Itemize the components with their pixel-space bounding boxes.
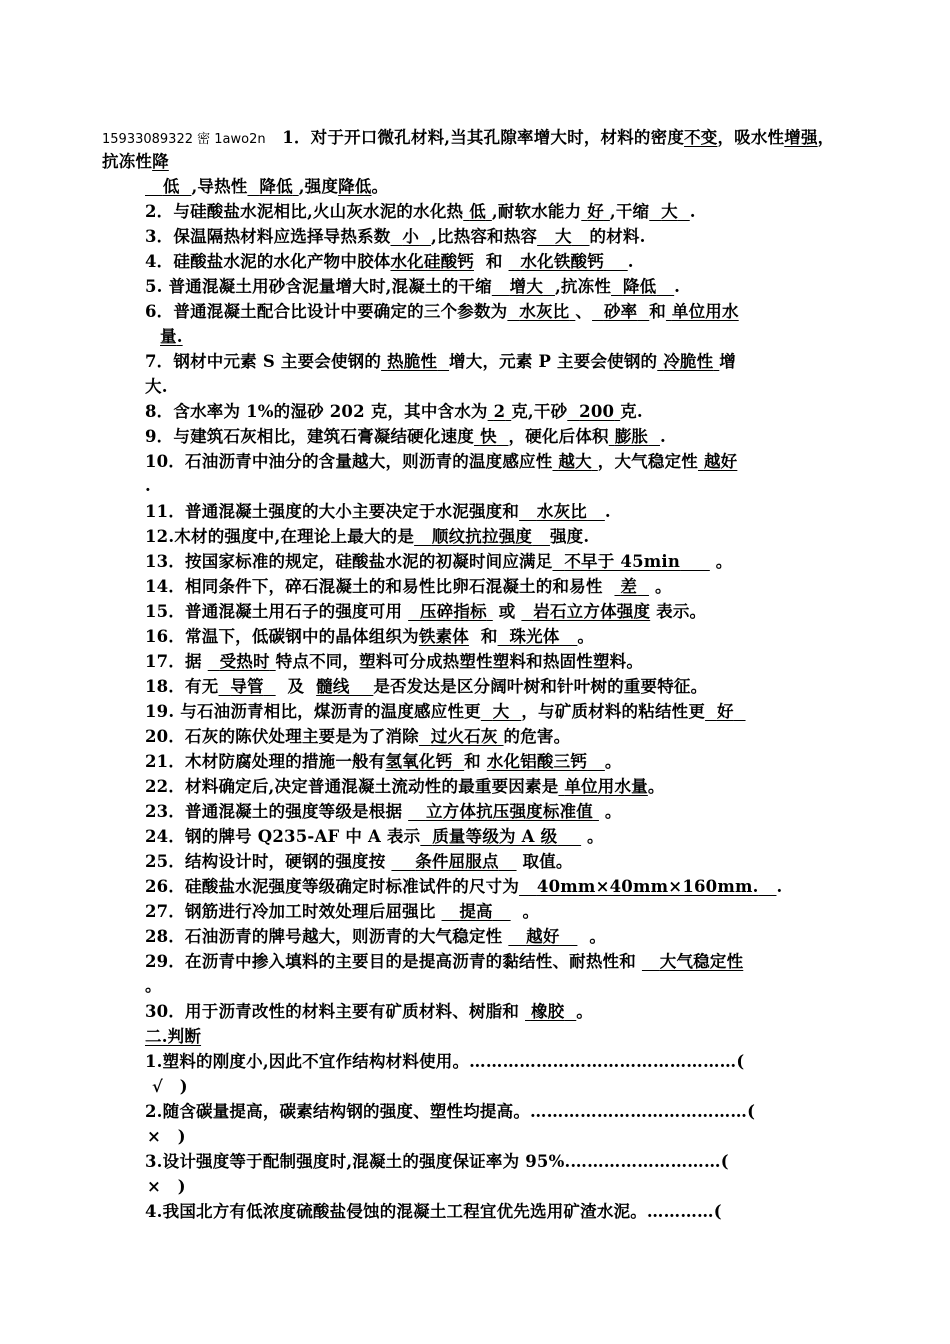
question-text: 6．普通混凝土配合比设计中要确定的三个参数为 xyxy=(145,302,508,321)
question-5 xyxy=(145,275,825,299)
judge-4-line1 xyxy=(145,1200,825,1224)
question-text: 大. xyxy=(145,377,168,396)
question-text: ,比热容和热容 xyxy=(430,227,538,246)
answer-blank: 量. xyxy=(160,327,183,346)
question-text: 19. 与石油沥青相比，煤沥青的温度感应性更 xyxy=(145,702,481,721)
question-text: 特点不同，塑料可分成热塑性塑料和热固性塑料。 xyxy=(275,652,644,671)
question-text: 是否发达是区分阔叶树和针叶树的重要特征。 xyxy=(373,677,708,696)
answer-blank: 低 xyxy=(469,202,486,221)
question-text: 和 xyxy=(480,627,498,646)
answer-blank: 200 xyxy=(579,402,615,421)
question-21 xyxy=(145,750,825,774)
question-8 xyxy=(145,400,825,424)
question-text: 。 xyxy=(604,752,622,771)
question-text: 16．常温下，低碳钢中的晶体组织为 xyxy=(145,627,419,646)
section-title: 二.判断 xyxy=(145,1027,202,1046)
question-text: . xyxy=(674,277,681,296)
question-24 xyxy=(145,825,825,849)
question-text: . xyxy=(659,427,666,446)
question-text: 抗冻性 xyxy=(102,152,153,171)
question-text: ，与矿质材料的粘结性更 xyxy=(521,702,706,721)
question-12 xyxy=(145,525,825,549)
answer-blank: 越好 xyxy=(703,452,738,471)
answer-blank: 水化铁酸钙 xyxy=(520,252,604,271)
question-text: 。 xyxy=(587,827,604,846)
question-text: 23．普通混凝土的强度等级是根据 xyxy=(145,802,403,821)
question-text: ,强度 xyxy=(298,177,339,196)
question-text: 13．按国家标准的规定，硅酸盐水泥的初凝时间应满足 xyxy=(145,552,553,571)
answer-blank: 2 xyxy=(493,402,506,421)
question-text: 、 xyxy=(575,302,593,321)
question-11 xyxy=(145,500,825,524)
answer-blank: 热脆性 xyxy=(387,352,438,371)
answer-blank: 单位用水 xyxy=(671,302,739,321)
answer-blank: 大 xyxy=(492,702,510,721)
question-text: . xyxy=(604,502,611,521)
answer-blank: 好 xyxy=(716,702,734,721)
question-text: 18．有无 xyxy=(145,677,219,696)
answer-blank: 水灰比 xyxy=(519,302,570,321)
question-text: 。 xyxy=(576,1002,593,1021)
answer-blank: 快 xyxy=(479,427,497,446)
question-13 xyxy=(145,550,825,574)
question-text: 或 xyxy=(498,602,516,621)
judge-text: 1.塑料的刚度小,因此不宜作结构材料使用。…………………………………………( xyxy=(145,1052,745,1071)
question-text: 14．相同条件下，碎石混凝土的和易性比卵石混凝土的和易性 xyxy=(145,577,603,596)
question-7-line1 xyxy=(145,350,825,374)
section-heading xyxy=(145,1025,825,1049)
question-30 xyxy=(145,1000,825,1024)
question-15 xyxy=(145,600,825,624)
question-text: 及 xyxy=(287,677,305,696)
question-text: 增 xyxy=(719,352,736,371)
question-text: 。 xyxy=(145,976,162,995)
question-1-line1 xyxy=(102,126,835,152)
question-text: . xyxy=(689,202,696,221)
answer-blank: 不变 xyxy=(684,128,718,147)
question-text: . xyxy=(627,252,634,271)
question-text: 21．木材防腐处理的措施一般有 xyxy=(145,752,386,771)
question-text: 8．含水率为 1%的湿砂 202 克，其中含水为 xyxy=(145,402,488,421)
judge-2-line2 xyxy=(147,1125,827,1149)
question-text: 1．对于开口微孔材料,当其孔隙率增大时，材料的密度 xyxy=(282,128,685,147)
question-text: 。 xyxy=(604,802,622,821)
question-10-line1 xyxy=(145,450,825,474)
answer-blank: 氢氧化钙 xyxy=(385,752,453,771)
answer-blank: 导管 xyxy=(230,677,264,696)
question-18 xyxy=(145,675,825,699)
judge-answer: √ ) xyxy=(152,1077,188,1096)
question-text: ，大气稳定性 xyxy=(597,452,698,471)
question-26 xyxy=(145,875,825,899)
answer-blank: 髓线 xyxy=(316,677,350,696)
question-text: 9．与建筑石灰相比，建筑石膏凝结硬化速度 xyxy=(145,427,474,446)
question-text: 。 xyxy=(589,927,607,946)
header-prefix: 15933089322 密 1awo2n xyxy=(102,132,266,147)
question-text: 。 xyxy=(715,552,733,571)
judge-text: 3.设计强度等于配制强度时,混凝土的强度保证率为 95%.………………………( xyxy=(145,1152,729,1171)
judge-2-line1 xyxy=(145,1100,825,1124)
question-text: 11．普通混凝土强度的大小主要决定于水泥强度和 xyxy=(145,502,520,521)
question-text: ,抗冻性 xyxy=(554,277,612,296)
question-16 xyxy=(145,625,825,649)
question-text: 和 xyxy=(485,252,503,271)
answer-blank: 提高 xyxy=(459,902,493,921)
question-text: . xyxy=(145,476,151,495)
question-text: 3．保温隔热材料应选择导热系数 xyxy=(145,227,391,246)
question-6-line2 xyxy=(160,325,840,349)
question-text: 25．结构设计时，硬钢的强度按 xyxy=(145,852,386,871)
question-text: 2．与硅酸盐水泥相比,火山灰水泥的水化热 xyxy=(145,202,464,221)
judge-text: 4.我国北方有低浓度硫酸盐侵蚀的混凝土工程宜优先选用矿渣水泥。…………( xyxy=(145,1202,722,1221)
question-text: 的危害。 xyxy=(503,727,571,746)
question-text: 7．钢材中元素 S 主要会使钢的 xyxy=(145,352,382,371)
question-14 xyxy=(145,575,825,599)
question-7-line2 xyxy=(145,375,825,399)
question-29-line1 xyxy=(145,950,825,974)
question-text: 。 xyxy=(522,902,540,921)
question-text: 克. xyxy=(620,402,643,421)
answer-blank: 大气稳定性 xyxy=(659,952,744,971)
question-28 xyxy=(145,925,825,949)
question-text: 10．石油沥青中油分的含量越大，则沥青的温度感应性 xyxy=(145,452,553,471)
answer-blank: 大 xyxy=(661,202,678,221)
answer-blank: 砂率 xyxy=(603,302,638,321)
question-9 xyxy=(145,425,825,449)
judge-answer: × ) xyxy=(147,1177,186,1196)
answer-blank: 珠光体 xyxy=(509,627,560,646)
question-text: 表示。 xyxy=(656,602,707,621)
question-text: 克,干砂 xyxy=(511,402,568,421)
answer-blank: 单位用水量 xyxy=(564,777,648,796)
question-text: 12.木材的强度中,在理论上最大的是 xyxy=(145,527,415,546)
question-text: 20．石灰的陈伏处理主要是为了消除 xyxy=(145,727,419,746)
question-10-line2 xyxy=(145,474,825,498)
question-27 xyxy=(145,900,825,924)
answer-blank: 不早于 45min xyxy=(564,552,681,571)
question-text: ,导热性 xyxy=(191,177,248,196)
answer-blank: 越好 xyxy=(526,927,560,946)
question-text: 5. 普通混凝土用砂含泥量增大时,混凝土的干缩 xyxy=(145,277,492,296)
question-text: 27．钢筋进行冷加工时效处理后屈强比 xyxy=(145,902,436,921)
answer-blank: 小 xyxy=(402,227,420,246)
answer-blank: 水化铝酸三钙 xyxy=(486,752,588,771)
question-6-line1 xyxy=(145,300,825,324)
question-4 xyxy=(145,250,825,274)
judge-3-line2 xyxy=(147,1175,827,1199)
answer-blank: 降低 xyxy=(622,277,657,296)
answer-blank: 条件屈服点 xyxy=(415,852,499,871)
answer-blank: 压碎指标 xyxy=(420,602,487,621)
question-text: 29．在沥青中掺入填料的主要目的是提高沥青的黏结性、耐热性和 xyxy=(145,952,636,971)
question-text: 30．用于沥青改性的材料主要有矿质材料、树脂和 xyxy=(145,1002,520,1021)
question-text: 22．材料确定后,决定普通混凝土流动性的最重要因素是 xyxy=(145,777,559,796)
judge-1-line1 xyxy=(145,1050,825,1074)
question-text: 24．钢的牌号 Q235-AF 中 A 表示 xyxy=(145,827,421,846)
question-20 xyxy=(145,725,825,749)
question-22 xyxy=(145,775,825,799)
question-25 xyxy=(145,850,825,874)
answer-blank: 过火石灰 xyxy=(430,727,498,746)
judge-1-line2 xyxy=(152,1075,832,1099)
question-text: ， xyxy=(817,128,835,147)
answer-blank: 铁素体 xyxy=(418,627,469,646)
question-text: 。 xyxy=(577,627,595,646)
answer-blank: 顺纹抗拉强度 xyxy=(431,527,533,546)
answer-blank: 增强 xyxy=(784,128,818,147)
question-text: . xyxy=(776,877,783,896)
question-text: ，吸水性 xyxy=(717,128,785,147)
answer-blank: 越大 xyxy=(558,452,592,471)
question-text: 和 xyxy=(649,302,666,321)
question-3 xyxy=(145,225,825,249)
answer-blank: 低 xyxy=(162,177,180,196)
question-text: 26．硅酸盐水泥强度等级确定时标准试件的尺寸为 xyxy=(145,877,520,896)
answer-blank: 橡胶 xyxy=(530,1002,565,1021)
answer-blank: 水灰比 xyxy=(536,502,588,521)
question-text: 28．石油沥青的牌号越大，则沥青的大气稳定性 xyxy=(145,927,503,946)
judge-answer: × ) xyxy=(147,1127,186,1146)
judge-text: 2.随含碳量提高，碳素结构钢的强度、塑性均提高。…………………………………( xyxy=(145,1102,756,1121)
question-text: 4．硅酸盐水泥的水化产物中胶体 xyxy=(145,252,391,271)
question-text: 。 xyxy=(371,177,389,196)
question-1-line3 xyxy=(145,175,825,199)
question-19 xyxy=(145,700,825,724)
answer-blank: 差 xyxy=(620,577,638,596)
answer-blank: 增大 xyxy=(509,277,544,296)
question-text: 强度. xyxy=(549,527,590,546)
answer-blank: 受热时 xyxy=(219,652,270,671)
answer-blank: 降 xyxy=(152,152,169,171)
question-text: 。 xyxy=(647,777,665,796)
answer-blank: 40mm×40mm×160mm. xyxy=(536,877,759,896)
question-text: ,干缩 xyxy=(609,202,650,221)
question-text: 的材料. xyxy=(589,227,646,246)
question-text: ,耐软水能力 xyxy=(491,202,582,221)
question-17 xyxy=(145,650,825,674)
question-1-line2 xyxy=(102,150,782,174)
answer-blank: 水化硅酸钙 xyxy=(390,252,474,271)
question-29-line2 xyxy=(145,974,825,998)
question-text: ，硬化后体积 xyxy=(508,427,609,446)
answer-blank: 膨胀 xyxy=(614,427,649,446)
answer-blank: 冷脆性 xyxy=(663,352,714,371)
judge-3-line1 xyxy=(145,1150,825,1174)
question-text: 。 xyxy=(654,577,672,596)
question-text: 增大，元素 P 主要会使钢的 xyxy=(449,352,658,371)
question-text: 和 xyxy=(464,752,481,771)
question-23 xyxy=(145,800,825,824)
answer-blank: 降低 xyxy=(338,177,372,196)
question-text: 15．普通混凝土用石子的强度可用 xyxy=(145,602,403,621)
answer-blank: 岩石立方体强度 xyxy=(533,602,651,621)
answer-blank: 大 xyxy=(554,227,572,246)
question-text: 17．据 xyxy=(145,652,202,671)
answer-blank: 立方体抗压强度标准值 xyxy=(425,802,593,821)
answer-blank: 好 xyxy=(587,202,604,221)
answer-blank: 降低 xyxy=(259,177,293,196)
question-2 xyxy=(145,200,825,224)
question-text: 取值。 xyxy=(522,852,573,871)
answer-blank: 质量等级为 A 级 xyxy=(432,827,558,846)
